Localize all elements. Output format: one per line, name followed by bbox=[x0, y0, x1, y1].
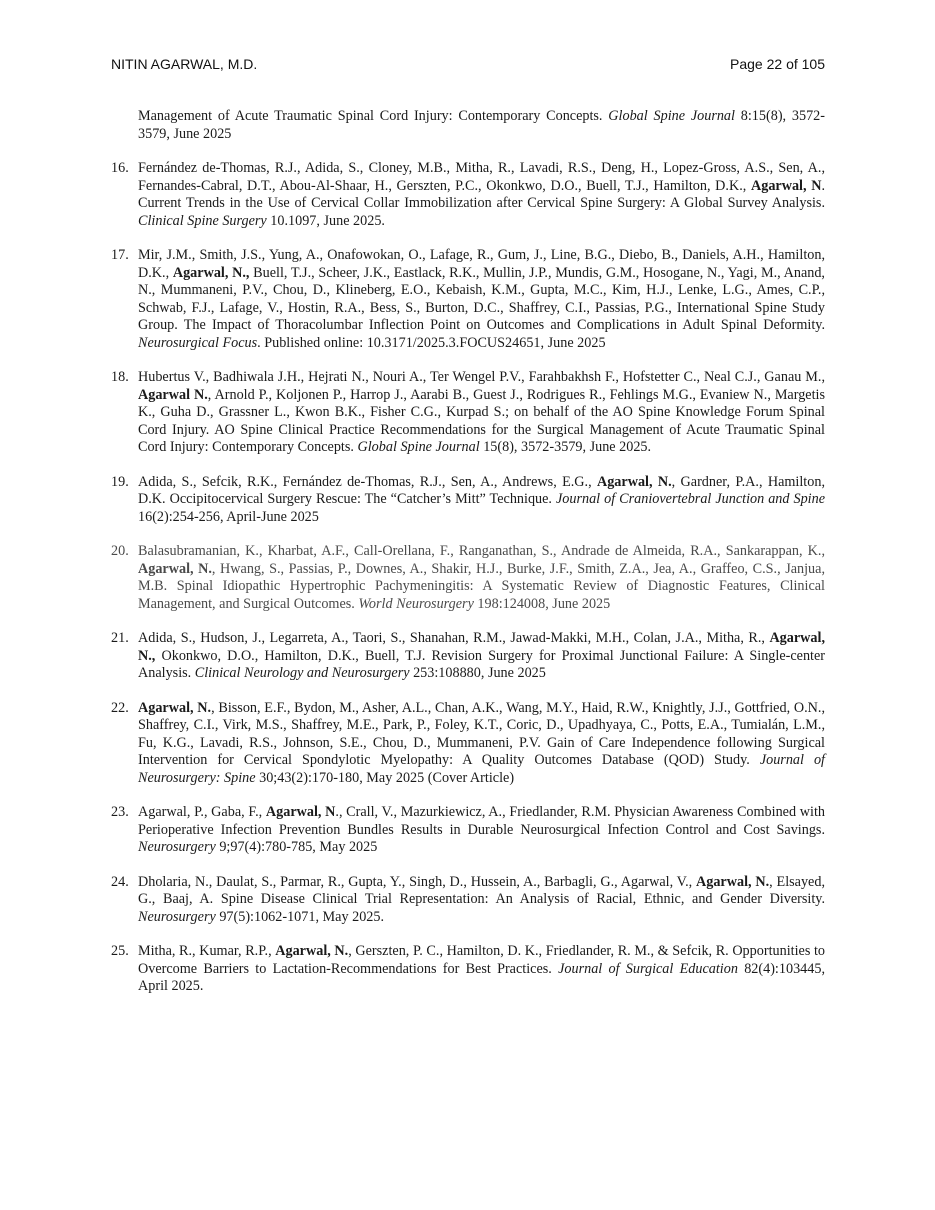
entry-citation bbox=[138, 474, 825, 527]
entry-citation bbox=[138, 700, 825, 788]
entry-text: , Elsayed, G., Baaj, A. Spine Disease Clinical Trial Representation: An Analysis of Racial, Ethnic, and Gender Diversity. bbox=[138, 873, 825, 907]
entry-text: , Hwang, S., Passias, P., Downes, A., Shakir, H.J., Burke, J.F., Smith, Z.A., Jea, A., Graffeo, C.S., Janjua, M.B. Spinal Idiopathic Hypertrophic Pachymeningitis: A Systematic Review of Diagnostic Features, Clinical Management, and Surgical Outcomes. bbox=[138, 560, 825, 612]
journal-name: Journal of Surgical Education bbox=[558, 960, 738, 977]
entry-text: 10.1097, June 2025. bbox=[266, 212, 385, 229]
entry-text: , Arnold P., Koljonen P., Harrop J., Aarabi B., Guest J., Rodrigues R., Fehlings M.G., Evaniew N., Margetis K., Guha D., Grassner L., Kwon B.K., Fisher C.G., Kurpad S.; on behalf of the AO Spine Knowledge Forum Spinal Cord Injury. AO Spine Clinical Practice Recommendations for the Surgical Management of Acute Traumatic Spinal Cord Injury: Contemporary Concepts. bbox=[138, 386, 825, 455]
journal-name: Neurosurgical Focus bbox=[138, 334, 258, 351]
highlighted-author: Agarwal, N bbox=[265, 804, 336, 820]
publication-entry bbox=[111, 543, 825, 613]
publication-entry bbox=[111, 160, 825, 230]
entry-text: Buell, T.J., Scheer, J.K., Eastlack, R.K., Mullin, J.P., Mundis, G.M., Hosogane, N., Yagi, M., Anand, N., Mummaneni, P.V., Chou, D., Klineberg, E.O., Kebaish, K.M., Gupta, M.C., Kim, H.J., Lenke, L.G., Ames, C.P., Schwab, F.J., Lafage, V., Hostin, R.A., Bess, S., Burton, D.C., Shaffrey, C.I., Passias, P.G., International Spine Study Group. The Impact of Thoracolumbar Inflection Point on Outcomes and Complications in Adult Spinal Deformity. bbox=[138, 264, 825, 333]
entry-citation bbox=[138, 160, 825, 230]
entry-number: 25. bbox=[111, 943, 129, 959]
entry-text: Mir, J.M., Smith, J.S., Yung, A., Onafowokan, O., Lafage, R., Gum, J., Line, B.G., Diebo, B., Daniels, A.H., Hamilton, D.K., bbox=[138, 247, 825, 281]
entry-number: 21. bbox=[111, 630, 129, 646]
highlighted-author: Agarwal, N., bbox=[172, 264, 250, 281]
entry-number: 18. bbox=[111, 369, 129, 385]
journal-name: Neurosurgery bbox=[138, 908, 216, 925]
publication-entry bbox=[111, 474, 825, 527]
entry-citation bbox=[138, 369, 825, 457]
entry-number: 20. bbox=[111, 543, 129, 559]
entries-container bbox=[111, 160, 825, 996]
entry-citation bbox=[138, 247, 825, 352]
publication-entry bbox=[111, 943, 825, 996]
journal-name: Neurosurgery bbox=[138, 839, 216, 855]
highlighted-author: Agarwal, N. bbox=[696, 873, 770, 890]
publication-entry bbox=[111, 247, 825, 352]
entry-citation: 8:15(8), 3572-3579, June 2025 bbox=[138, 108, 825, 142]
entry-text: 82(4):103445, April 2025. bbox=[138, 960, 825, 994]
highlighted-author: Agarwal, N. bbox=[275, 943, 349, 959]
entry-text: 253:108880, June 2025 bbox=[409, 665, 546, 681]
journal-name: Global Spine Journal bbox=[357, 439, 480, 455]
entry-text: 9;97(4):780-785, May 2025 bbox=[215, 839, 378, 855]
entry-text: Hubertus V., Badhiwala J.H., Hejrati N., Nouri A., Ter Wengel P.V., Farahbakhsh F., Hofstetter C., Neal C.J., Ganau M., bbox=[138, 369, 825, 385]
entry-text: Okonkwo, D.O., Hamilton, D.K., Buell, T.J. Revision Surgery for Proximal Junctional Failure: A Single-center Analysis. bbox=[138, 647, 825, 681]
entry-citation bbox=[138, 804, 825, 857]
entry-text: Balasubramanian, K., Kharbat, A.F., Call-Orellana, F., Ranganathan, S., Andrade de Almeida, R.A., Sankarappan, K., bbox=[138, 543, 825, 559]
entry-text: , Gardner, P.A., Hamilton, D.K. Occipitocervical Surgery Rescue: The “Catcher’s Mitt” Technique. bbox=[138, 473, 825, 507]
entry-text: . Current Trends in the Use of Cervical Collar Immobilization after Cervical Spine Surgery: A Global Survey Analysis. bbox=[138, 177, 826, 211]
entry-text: Fernández de-Thomas, R.J., Adida, S., Cloney, M.B., Mitha, R., Lavadi, R.S., Deng, H., Lopez-Gross, A.S., Sen, A., Fernandes-Cabral, D.T., Abou-Al-Shaar, H., Gerszten, P.C., Okonkwo, D.O., Buell, T.J., Hamilton, D.K., bbox=[138, 160, 825, 194]
entry-text: Management of Acute Traumatic Spinal Cord Injury: Contemporary Concepts. bbox=[138, 108, 609, 124]
publication-entry bbox=[111, 804, 825, 857]
entry-text: 15(8), 3572-3579, June 2025. bbox=[479, 439, 652, 455]
publication-entry bbox=[111, 700, 825, 788]
entry-text: Adida, S., Sefcik, R.K., Fernández de-Thomas, R.J., Sen, A., Andrews, E.G., bbox=[138, 473, 597, 490]
entry-number: 22. bbox=[111, 699, 129, 716]
entry-number: 17. bbox=[111, 247, 129, 263]
author-name: NITIN AGARWAL, M.D. bbox=[111, 56, 258, 72]
journal-name: Journal of Neurosurgery: Spine bbox=[138, 752, 825, 786]
highlighted-author: Agarwal, N. bbox=[138, 699, 212, 716]
entry-text: Agarwal, P., Gaba, F., bbox=[138, 804, 266, 820]
continued-entry bbox=[138, 108, 825, 143]
highlighted-author: Agarwal, N. bbox=[596, 473, 672, 490]
entry-text: ., Crall, V., Mazurkiewicz, A., Friedlander, R.M. Physician Awareness Combined with Perioperative Infection Prevention Bundles Results in Durable Neurosurgical Infection Control and Cost Savings. bbox=[138, 804, 825, 838]
entry-citation bbox=[138, 874, 825, 927]
entry-text: 198:124008, June 2025 bbox=[473, 595, 611, 612]
journal-name: Clinical Spine Surgery bbox=[138, 212, 267, 229]
entry-text: Dholaria, N., Daulat, S., Parmar, R., Gupta, Y., Singh, D., Hussein, A., Barbagli, G., Agarwal, V., bbox=[138, 873, 696, 890]
entry-text: 16(2):254-256, April-June 2025 bbox=[138, 508, 319, 525]
highlighted-author: Agarwal N. bbox=[138, 386, 208, 403]
journal-name: Clinical Neurology and Neurosurgery bbox=[194, 665, 410, 681]
publication-list bbox=[111, 108, 825, 1013]
publication-entry bbox=[111, 874, 825, 927]
entry-citation bbox=[138, 630, 825, 683]
entry-text: Adida, S., Hudson, J., Legarreta, A., Taori, S., Shanahan, R.M., Jawad-Makki, M.H., Colan, J.A., Mitha, R., bbox=[138, 630, 770, 646]
entry-text: 97(5):1062-1071, May 2025. bbox=[215, 908, 385, 925]
entry-text: . Published online: 10.3171/2025.3.FOCUS24651, June 2025 bbox=[257, 334, 606, 351]
entry-number: 16. bbox=[111, 160, 129, 176]
journal-name: Global Spine Journal bbox=[608, 108, 735, 124]
entry-text: , Gerszten, P. C., Hamilton, D. K., Friedlander, R. M., & Sefcik, R. Opportunities to Overcome Barriers to Lactation-Recommendations for Best Practices. bbox=[138, 943, 825, 977]
publication-entry bbox=[111, 630, 825, 683]
entry-text: , Bisson, E.F., Bydon, M., Asher, A.L., Chan, A.K., Wang, M.Y., Haid, R.W., Knightly, J.J., Gottfried, O.N., Shaffrey, C.I., Virk, M.S., Shaffrey, M.E., Park, P., Foley, K.T., Coric, D., Upadhyaya, C., Potts, E.A., Tumialán, L.M., Fu, K.G., Lavadi, R.S., Johnson, S.E., Chou, D., Mummaneni, P.V. Gain of Care Independence following Surgical Intervention for Cervical Spondylotic Myelopathy: A Quality Outcomes Database (QOD) Study. bbox=[138, 699, 825, 768]
highlighted-author: Agarwal, N. bbox=[138, 560, 212, 577]
journal-name: World Neurosurgery bbox=[358, 595, 474, 612]
page-header bbox=[111, 56, 825, 76]
entry-number: 19. bbox=[111, 473, 129, 490]
entry-number: 23. bbox=[111, 804, 129, 820]
highlighted-author: Agarwal, N., bbox=[138, 630, 825, 664]
entry-text: Mitha, R., Kumar, R.P., bbox=[138, 943, 276, 959]
entry-text: 30;43(2):170-180, May 2025 (Cover Article) bbox=[255, 769, 515, 786]
journal-name: Journal of Craniovertebral Junction and Spine bbox=[555, 491, 825, 507]
entry-number: 24. bbox=[111, 873, 129, 890]
entry-citation bbox=[138, 943, 825, 996]
entry-citation bbox=[138, 543, 825, 613]
publication-entry bbox=[111, 369, 825, 457]
page-number: Page 22 of 105 bbox=[730, 56, 825, 72]
highlighted-author: Agarwal, N bbox=[750, 177, 822, 194]
